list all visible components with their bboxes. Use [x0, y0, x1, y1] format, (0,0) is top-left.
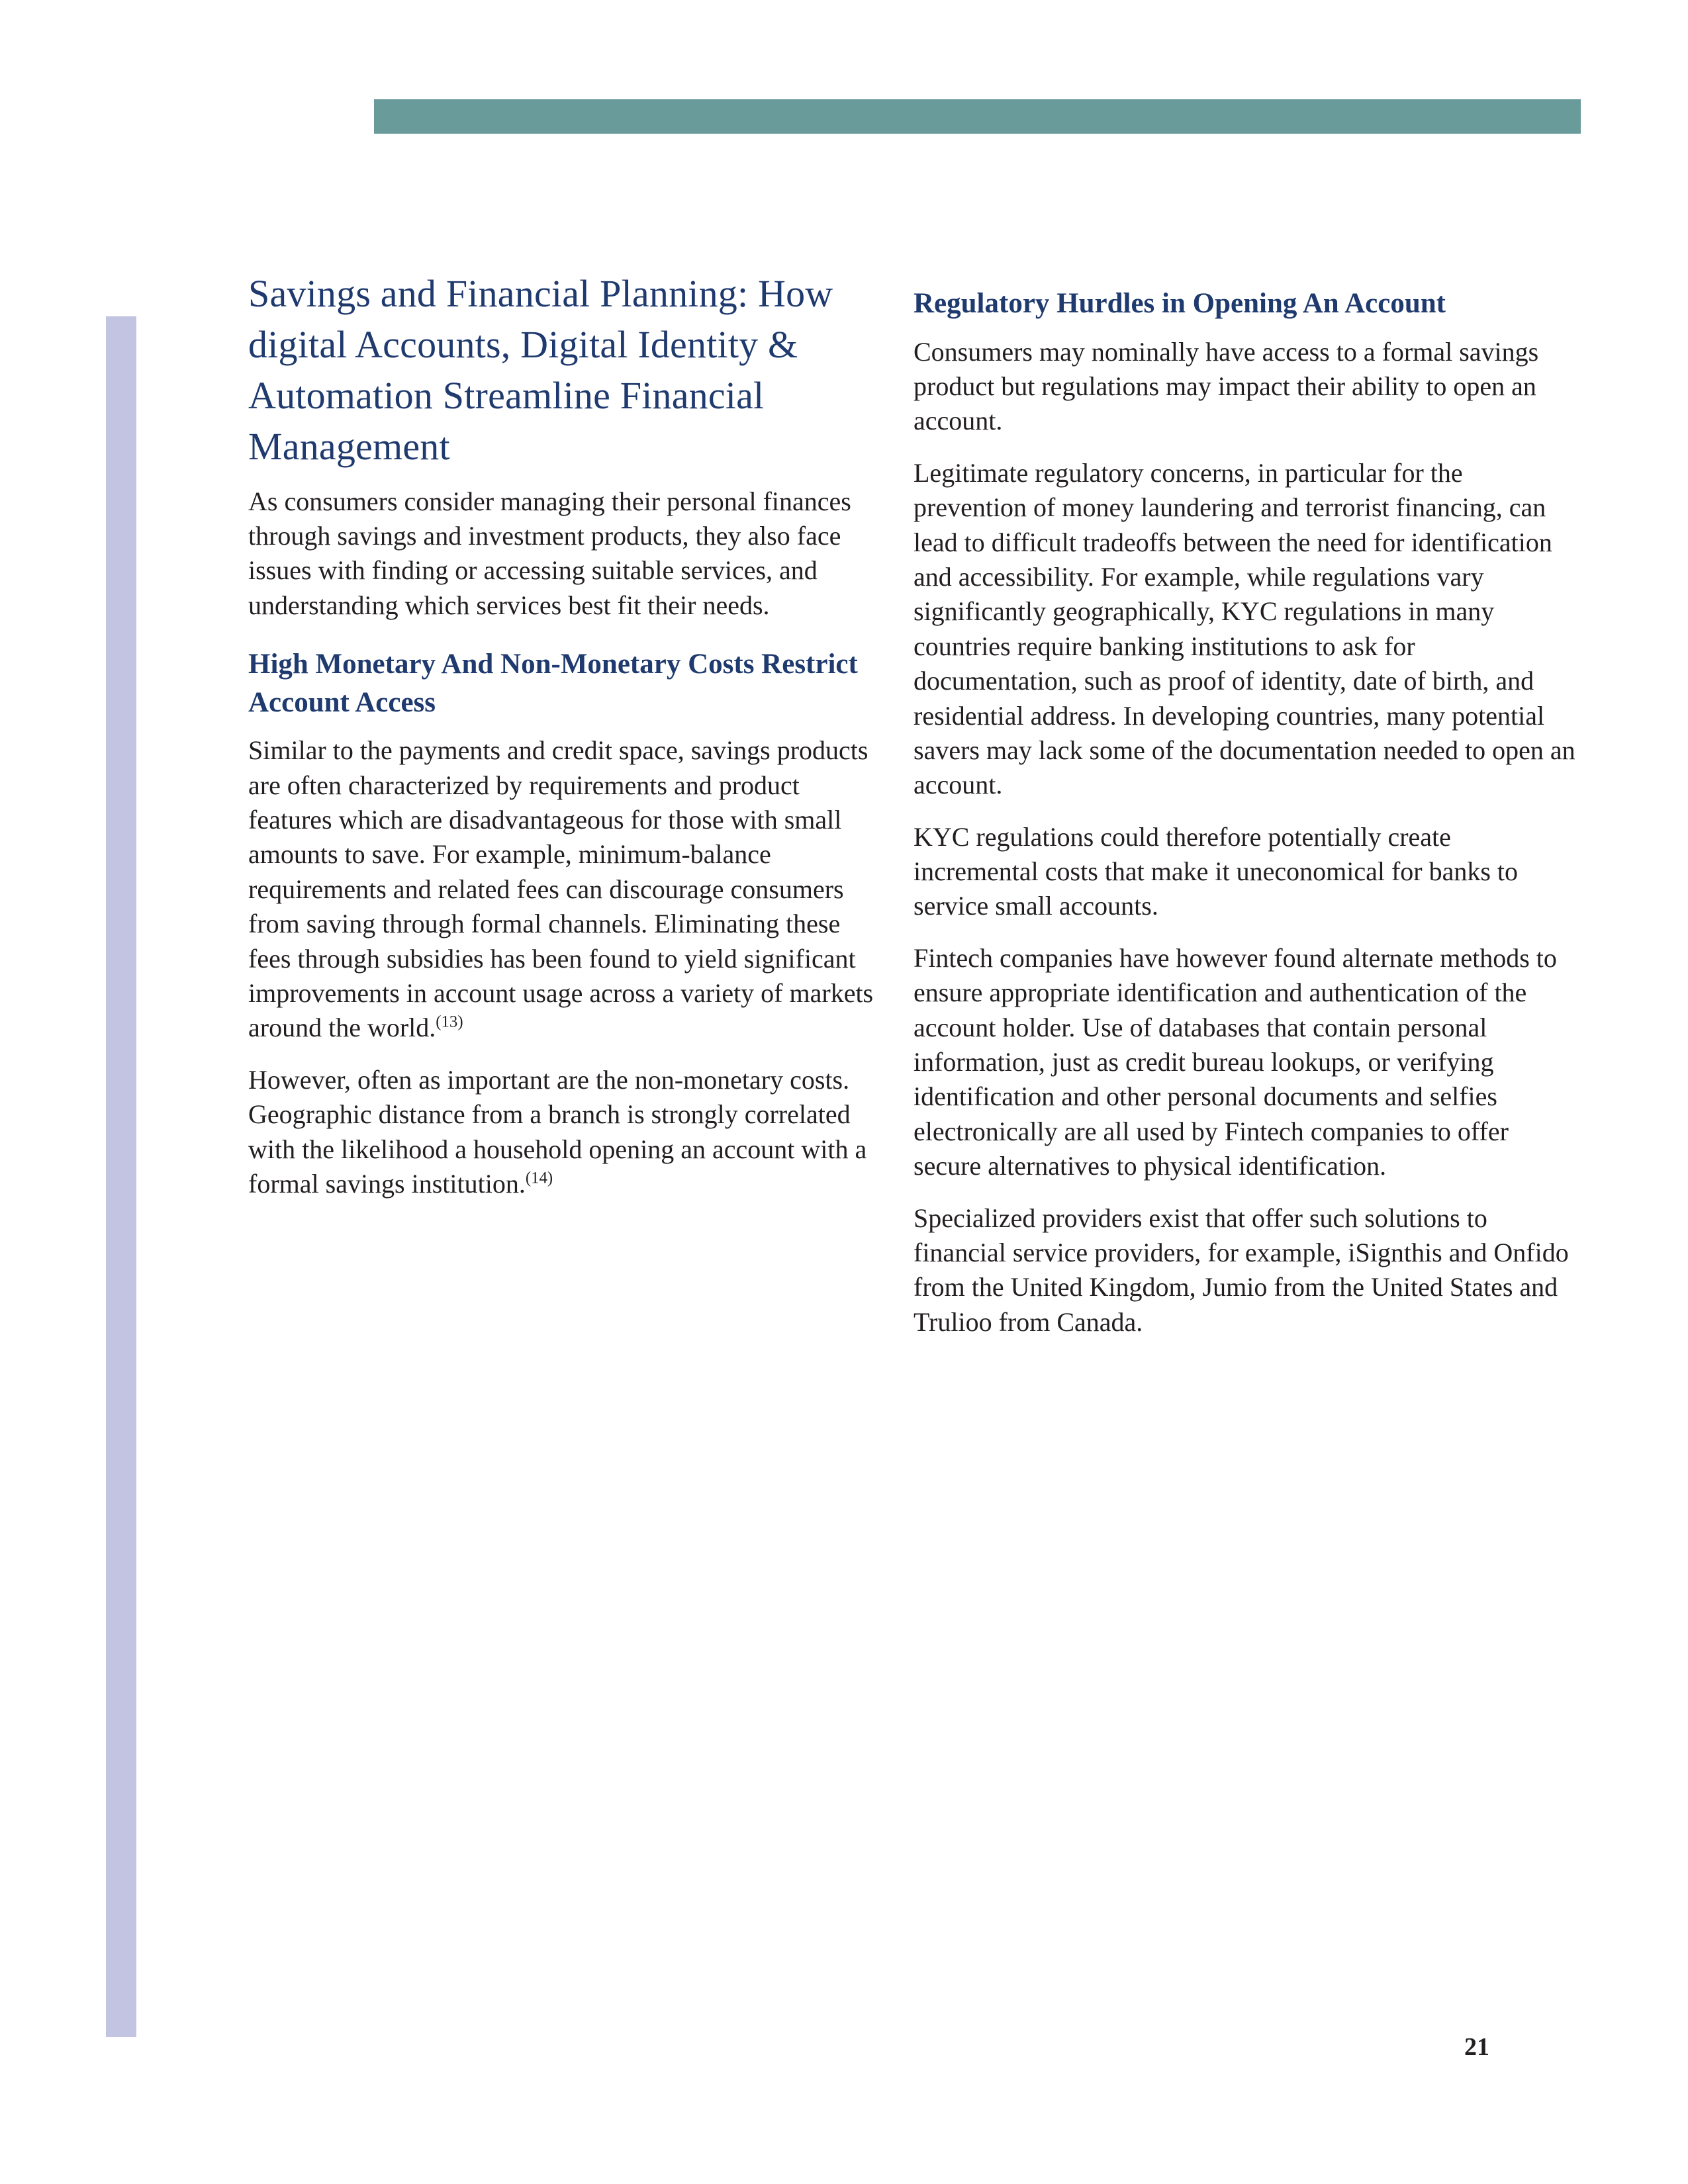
top-accent-bar	[374, 99, 1581, 134]
paragraph-kyc-costs: KYC regulations could therefore potentially create incremental costs that make it uneconomical for banks to service small accounts.	[914, 821, 1519, 921]
left-accent-bar	[106, 316, 136, 2037]
paragraph-fintech-methods: Fintech companies have however found alternate methods to ensure appropriate identification and authentication of the account holder. Use of databases that contain personal information, just as credit bureau lookups, or verifying identification and other personal documents and selfies electronically are all used by Fintech companies to offer secure alternatives to physical identification.	[914, 942, 1557, 1181]
paragraph-regulatory-concerns: Legitimate regulatory concerns, in particular for the prevention of money laundering and terrorist financing, can lead to difficult tradeoffs between the need for identification and accessibility. For example, while regulations vary significantly geographically, KYC regulations in many countries require banking institutions to ask for documentation, such as proof of identity, date of birth, and residential address. In developing countries, many potential savers may lack some of the documentation needed to open an account.	[914, 457, 1575, 800]
footnote-marker-14: (14)	[525, 1169, 553, 1187]
paragraph-minimum-balance	[248, 733, 884, 1046]
left-column	[248, 268, 884, 1201]
section-heading-regulatory: Regulatory Hurdles in Opening An Account	[914, 288, 1446, 319]
paragraph-non-monetary	[248, 1063, 884, 1202]
section-heading-costs: High Monetary And Non-Monetary Costs Restrict Account Access	[248, 649, 858, 718]
right-column	[914, 285, 1575, 1340]
paragraph-nominal-access: Consumers may nominally have access to a formal savings product but regulations may impact their ability to open an account.	[914, 336, 1539, 436]
page-title: Savings and Financial Planning: How digital Accounts, Digital Identity & Automation Streamline Financial Management	[248, 272, 833, 469]
footnote-marker-13: (13)	[436, 1013, 463, 1032]
paragraph-minimum-balance-text: Similar to the payments and credit space, savings products are often characterized by requirements and product features which are disadvantageous for those with small amounts to save. For example, minimum-balance requirements and related fees can discourage consumers from saving through formal channels. Eliminating these fees through subsidies has been found to yield significant improvements in account usage across a variety of markets around the world.	[248, 735, 874, 1043]
intro-paragraph: As consumers consider managing their personal finances through savings and investment products, they also face issues with finding or accessing suitable services, and understanding which services best fit their needs.	[248, 486, 851, 620]
page-number: 21	[1464, 2033, 1489, 2061]
paragraph-specialized-providers: Specialized providers exist that offer such solutions to financial service providers, for example, iSignthis and Onfido from the United Kingdom, Jumio from the United States and Trulioo from Canada.	[914, 1203, 1569, 1337]
paragraph-non-monetary-text: However, often as important are the non-monetary costs. Geographic distance from a branch is strongly correlated with the likelihood a household opening an account with a formal savings institution.	[248, 1064, 867, 1199]
